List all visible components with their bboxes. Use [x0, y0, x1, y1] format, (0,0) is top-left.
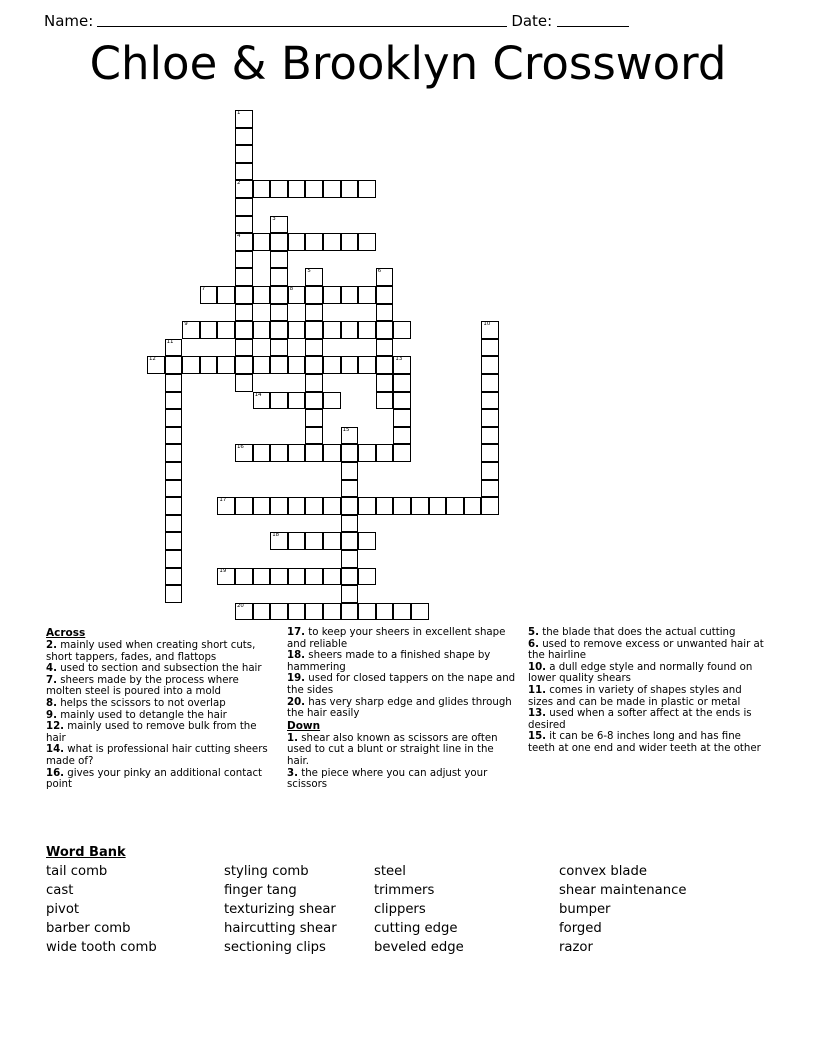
crossword-cell[interactable]	[341, 568, 359, 586]
clues-column-2	[287, 627, 528, 791]
crossword-cell[interactable]	[288, 180, 306, 198]
crossword-cell[interactable]	[235, 568, 253, 586]
crossword-cell[interactable]	[305, 374, 323, 392]
crossword-cell[interactable]	[200, 356, 218, 374]
crossword-cell[interactable]	[323, 233, 341, 251]
crossword-cell[interactable]	[165, 585, 183, 603]
crossword-cell[interactable]	[288, 286, 306, 304]
crossword-cell[interactable]	[270, 321, 288, 339]
crossword-cell[interactable]	[165, 444, 183, 462]
clue-item	[287, 650, 518, 673]
crossword-cell[interactable]	[165, 515, 183, 533]
crossword-cell[interactable]	[270, 251, 288, 269]
crossword-cell[interactable]	[481, 427, 499, 445]
crossword-cell[interactable]	[481, 409, 499, 427]
crossword-cell[interactable]	[165, 356, 183, 374]
crossword-cell[interactable]	[305, 427, 323, 445]
crossword-cell[interactable]	[165, 339, 183, 357]
crossword-cell-number: 16	[237, 444, 244, 451]
clue-item	[46, 721, 277, 744]
crossword-cell[interactable]	[464, 497, 482, 515]
clue-item	[287, 768, 518, 791]
clue-number: 19.	[287, 673, 306, 685]
crossword-cell-number: 11	[166, 338, 174, 345]
crossword-cell[interactable]	[288, 356, 306, 374]
crossword-cell[interactable]	[165, 374, 183, 392]
crossword-cell[interactable]	[165, 550, 183, 568]
crossword-cell[interactable]	[411, 497, 429, 515]
crossword-cell[interactable]	[481, 480, 499, 498]
clue-item	[528, 685, 764, 708]
crossword-cell[interactable]	[341, 585, 359, 603]
crossword-cell[interactable]	[481, 321, 499, 339]
crossword-cell[interactable]	[393, 356, 411, 374]
name-label: Name:	[44, 12, 94, 30]
crossword-cell[interactable]	[481, 497, 499, 515]
crossword-cell[interactable]	[288, 568, 306, 586]
crossword-cell[interactable]	[235, 356, 253, 374]
crossword-cell[interactable]	[253, 568, 271, 586]
crossword-cell[interactable]	[358, 233, 376, 251]
crossword-cell[interactable]	[305, 180, 323, 198]
crossword-cell[interactable]	[305, 603, 323, 621]
crossword-cell[interactable]	[253, 180, 271, 198]
clue-text: helps the scissors to not overlap	[56, 697, 226, 709]
down-clue-list-part2	[528, 627, 764, 755]
crossword-cell[interactable]	[323, 286, 341, 304]
word-bank-list	[46, 862, 786, 957]
crossword-cell[interactable]	[358, 444, 376, 462]
crossword-cell[interactable]	[305, 568, 323, 586]
crossword-cell-number: 15	[342, 426, 350, 433]
word-bank-item: cast	[46, 883, 74, 898]
crossword-cell[interactable]	[217, 321, 235, 339]
crossword-cell[interactable]	[323, 444, 341, 462]
crossword-cell[interactable]	[270, 216, 288, 234]
clue-text: used when a softer affect at the ends is desired	[528, 708, 752, 731]
crossword-cell[interactable]	[235, 180, 253, 198]
crossword-cell[interactable]	[393, 603, 411, 621]
crossword-cell[interactable]	[323, 497, 341, 515]
crossword-cell[interactable]	[341, 321, 359, 339]
crossword-cell[interactable]	[182, 356, 200, 374]
clue-number: 2.	[46, 640, 57, 651]
crossword-cell[interactable]	[288, 497, 306, 515]
clue-item	[46, 698, 277, 710]
crossword-cell[interactable]	[305, 286, 323, 304]
crossword-cell[interactable]	[481, 374, 499, 392]
crossword-cell[interactable]	[165, 532, 183, 550]
crossword-cell[interactable]	[341, 480, 359, 498]
date-blank-line[interactable]	[557, 26, 629, 27]
word-bank-item: trimmers	[374, 883, 435, 898]
crossword-cell[interactable]	[235, 110, 253, 128]
crossword-cell[interactable]	[376, 374, 394, 392]
across-clue-list-part1	[46, 640, 277, 791]
clue-item	[528, 662, 764, 685]
word-bank-item: barber comb	[46, 921, 131, 936]
date-label: Date:	[511, 12, 553, 30]
crossword-cell[interactable]	[235, 497, 253, 515]
crossword-cell[interactable]	[341, 515, 359, 533]
crossword-cell[interactable]	[393, 392, 411, 410]
word-bank-item: beveled edge	[374, 940, 464, 955]
clue-item	[528, 639, 764, 662]
crossword-cell[interactable]	[165, 409, 183, 427]
crossword-cell[interactable]	[393, 321, 411, 339]
clues-column-1	[46, 627, 287, 791]
clue-number: 17.	[287, 627, 306, 638]
word-bank-item: styling comb	[224, 864, 309, 879]
crossword-cell[interactable]	[235, 603, 253, 621]
word-bank-item: tail comb	[46, 864, 108, 879]
crossword-cell[interactable]	[429, 497, 447, 515]
page-title: Chloe & Brooklyn Crossword	[89, 37, 727, 90]
crossword-cell[interactable]	[481, 392, 499, 410]
word-bank-heading: Word Bank	[46, 845, 126, 860]
crossword-cell[interactable]	[358, 497, 376, 515]
word-bank-item: pivot	[46, 902, 80, 917]
crossword-cell[interactable]	[270, 304, 288, 322]
word-bank-item: razor	[559, 940, 593, 955]
crossword-cell[interactable]	[288, 603, 306, 621]
crossword-cell[interactable]	[270, 392, 288, 410]
crossword-cell[interactable]	[270, 180, 288, 198]
crossword-cell[interactable]	[341, 603, 359, 621]
crossword-cell-number: 3	[272, 215, 276, 222]
crossword-cell[interactable]	[270, 532, 288, 550]
clue-number: 15.	[528, 731, 547, 743]
clue-item	[46, 640, 277, 663]
crossword-cell[interactable]	[358, 180, 376, 198]
worksheet-header	[0, 0, 816, 30]
crossword-cell[interactable]	[288, 444, 306, 462]
word-bank-item: forged	[559, 921, 602, 936]
crossword-cell[interactable]	[393, 427, 411, 445]
crossword-cell[interactable]	[305, 321, 323, 339]
clue-text: used to section and subsection the hair	[56, 663, 262, 675]
crossword-cell-number: 18	[272, 532, 280, 539]
crossword-cell[interactable]	[165, 462, 183, 480]
crossword-cell[interactable]	[393, 374, 411, 392]
crossword-cell[interactable]	[393, 444, 411, 462]
clue-text: sheers made to a finished shape by hammering	[287, 650, 491, 673]
word-bank-item: texturizing shear	[224, 902, 336, 917]
word-bank-item: shear maintenance	[559, 883, 687, 898]
crossword-cell[interactable]	[481, 462, 499, 480]
crossword-cell[interactable]	[376, 444, 394, 462]
clue-text: it can be 6-8 inches long and has fine teeth at one end and wider teeth at the other	[528, 731, 761, 754]
crossword-cell[interactable]	[446, 497, 464, 515]
crossword-cell-number: 8	[289, 286, 294, 292]
crossword-cell[interactable]	[481, 356, 499, 374]
crossword-cell[interactable]	[270, 497, 288, 515]
crossword-cell[interactable]	[235, 321, 253, 339]
crossword-cell[interactable]	[235, 198, 253, 216]
crossword-cell-number: 5	[307, 268, 311, 275]
crossword-cell[interactable]	[341, 532, 359, 550]
crossword-cell[interactable]	[235, 251, 253, 269]
crossword-cell[interactable]	[481, 444, 499, 462]
crossword-cell[interactable]	[217, 286, 235, 304]
crossword-cell-number: 9	[184, 321, 188, 328]
clue-text: used to remove excess or unwanted hair at the hairline	[528, 638, 764, 662]
crossword-cell[interactable]	[305, 497, 323, 515]
clue-number: 13.	[528, 708, 547, 720]
crossword-cell[interactable]	[270, 268, 288, 286]
crossword-grid[interactable]	[147, 110, 507, 630]
crossword-cell[interactable]	[253, 233, 271, 251]
crossword-cell[interactable]	[165, 497, 183, 515]
clue-item	[46, 744, 277, 767]
crossword-cell[interactable]	[235, 163, 253, 181]
clue-text: sheers made by the process where molten steel is poured into a mold	[46, 674, 239, 698]
clue-text: a dull edge style and normally found on lower quality shears	[528, 661, 753, 685]
crossword-cell[interactable]	[235, 268, 253, 286]
crossword-cell[interactable]	[323, 532, 341, 550]
crossword-cell[interactable]	[305, 233, 323, 251]
crossword-cell-number: 19	[219, 567, 227, 574]
crossword-cell[interactable]	[341, 180, 359, 198]
crossword-cell[interactable]	[270, 233, 288, 251]
crossword-cell[interactable]	[376, 304, 394, 322]
crossword-cell-number: 2	[237, 180, 241, 187]
crossword-cell[interactable]	[288, 233, 306, 251]
clue-number: 6.	[528, 638, 539, 650]
crossword-cell-number: 12	[149, 356, 156, 363]
crossword-cell[interactable]	[376, 356, 394, 374]
clue-number: 7.	[46, 674, 57, 686]
crossword-cell-number: 6	[377, 268, 382, 275]
crossword-cell[interactable]	[253, 392, 271, 410]
crossword-cell[interactable]	[341, 444, 359, 462]
clue-number: 3.	[287, 767, 298, 779]
clue-text: the blade that does the actual cutting	[538, 627, 736, 638]
crossword-cell[interactable]	[323, 356, 341, 374]
clue-item	[528, 627, 764, 639]
crossword-cell[interactable]	[323, 180, 341, 198]
clue-number: 20.	[287, 696, 306, 708]
clues-section	[46, 627, 774, 791]
word-bank-item: bumper	[559, 902, 611, 917]
crossword-cell[interactable]	[376, 286, 394, 304]
crossword-cell[interactable]	[341, 462, 359, 480]
crossword-cell[interactable]	[358, 568, 376, 586]
crossword-cell[interactable]	[270, 568, 288, 586]
crossword-cell[interactable]	[341, 356, 359, 374]
crossword-cell[interactable]	[235, 233, 253, 251]
crossword-cell[interactable]	[305, 356, 323, 374]
down-heading: Down	[287, 719, 321, 732]
word-bank-item: sectioning clips	[224, 940, 326, 955]
crossword-cell[interactable]	[235, 374, 253, 392]
clue-number: 1.	[287, 732, 298, 744]
crossword-cell[interactable]	[323, 603, 341, 621]
clue-item	[46, 710, 277, 722]
crossword-cell[interactable]	[305, 392, 323, 410]
clue-item	[46, 768, 277, 791]
crossword-cell[interactable]	[147, 356, 165, 374]
crossword-cell[interactable]	[235, 286, 253, 304]
crossword-cell[interactable]	[182, 321, 200, 339]
crossword-cell[interactable]	[393, 497, 411, 515]
crossword-cell[interactable]	[235, 145, 253, 163]
word-bank-item: clippers	[374, 902, 426, 917]
crossword-cell[interactable]	[165, 427, 183, 445]
clue-text: shear also known as scissors are often used to cut a blunt or straight line in the hair.	[287, 732, 498, 767]
crossword-cell[interactable]	[341, 497, 359, 515]
crossword-cell[interactable]	[376, 392, 394, 410]
clue-item	[46, 675, 277, 698]
clue-item	[287, 697, 518, 720]
crossword-cell[interactable]	[358, 532, 376, 550]
crossword-cell[interactable]	[358, 356, 376, 374]
crossword-cell[interactable]	[305, 409, 323, 427]
word-bank-item: finger tang	[224, 883, 297, 898]
word-bank-item: haircutting shear	[224, 921, 337, 936]
word-bank-item: wide tooth comb	[46, 940, 157, 955]
clue-number: 18.	[287, 650, 306, 662]
clue-number: 10.	[528, 661, 547, 673]
crossword-cell[interactable]	[235, 128, 253, 146]
crossword-cell[interactable]	[217, 568, 235, 586]
crossword-cell[interactable]	[288, 392, 306, 410]
crossword-cell-number: 10	[483, 321, 491, 328]
crossword-cell[interactable]	[253, 603, 271, 621]
crossword-cell[interactable]	[411, 603, 429, 621]
crossword-cell[interactable]	[341, 286, 359, 304]
crossword-cell[interactable]	[393, 409, 411, 427]
clue-text: the piece where you can adjust your scissors	[287, 767, 488, 791]
crossword-cell[interactable]	[358, 286, 376, 304]
clue-number: 14.	[46, 744, 65, 756]
clue-number: 12.	[46, 721, 65, 733]
crossword-cell[interactable]	[165, 392, 183, 410]
clue-text: what is professional hair cutting sheers made of?	[46, 744, 268, 767]
crossword-cell[interactable]	[253, 321, 271, 339]
crossword-cell[interactable]	[376, 497, 394, 515]
crossword-cell[interactable]	[270, 356, 288, 374]
crossword-cell[interactable]	[358, 321, 376, 339]
clue-text: to keep your sheers in excellent shape and reliable	[287, 627, 506, 650]
crossword-cell[interactable]	[200, 286, 218, 304]
crossword-cell[interactable]	[376, 321, 394, 339]
crossword-cell[interactable]	[323, 392, 341, 410]
crossword-cell[interactable]	[376, 603, 394, 621]
crossword-cell[interactable]	[270, 444, 288, 462]
crossword-cell-number: 17	[219, 497, 227, 504]
crossword-cell[interactable]	[253, 444, 271, 462]
crossword-cell[interactable]	[305, 339, 323, 357]
clue-number: 11.	[528, 684, 547, 696]
crossword-cell[interactable]	[165, 568, 183, 586]
clue-number: 5.	[528, 627, 539, 638]
name-blank-line[interactable]	[97, 26, 507, 27]
crossword-cell[interactable]	[341, 233, 359, 251]
crossword-cell-number: 4	[237, 233, 241, 240]
clue-text: mainly used to remove bulk from the hair	[46, 721, 257, 744]
clue-item	[287, 673, 518, 696]
crossword-cell-number: 1	[237, 110, 241, 116]
crossword-cell[interactable]	[200, 321, 218, 339]
crossword-cell[interactable]	[270, 603, 288, 621]
crossword-cell[interactable]	[253, 286, 271, 304]
across-heading: Across	[46, 627, 86, 639]
word-bank-item: convex blade	[559, 864, 647, 879]
clue-number: 9.	[46, 709, 57, 721]
clues-column-3	[528, 627, 774, 791]
crossword-cell[interactable]	[341, 550, 359, 568]
crossword-cell[interactable]	[323, 321, 341, 339]
clue-number: 4.	[46, 663, 57, 675]
clue-item	[46, 663, 277, 675]
crossword-cell[interactable]	[270, 339, 288, 357]
crossword-cell[interactable]	[217, 497, 235, 515]
crossword-cell[interactable]	[305, 532, 323, 550]
clue-text: gives your pinky an additional contact point	[46, 767, 263, 791]
clue-number: 8.	[46, 697, 57, 709]
crossword-cell[interactable]	[323, 568, 341, 586]
crossword-cell[interactable]	[288, 321, 306, 339]
crossword-cell[interactable]	[376, 339, 394, 357]
crossword-cell-number: 14	[254, 391, 262, 398]
crossword-cell[interactable]	[481, 339, 499, 357]
crossword-cell-number: 13	[395, 356, 403, 363]
clue-item	[528, 731, 764, 754]
crossword-cell[interactable]	[235, 304, 253, 322]
crossword-cell[interactable]	[305, 444, 323, 462]
crossword-cell[interactable]	[217, 356, 235, 374]
crossword-cell-number: 20	[237, 602, 244, 609]
crossword-cell[interactable]	[270, 286, 288, 304]
clue-item	[528, 708, 764, 731]
clue-item	[287, 733, 518, 768]
clue-number: 16.	[46, 767, 65, 779]
crossword-cell[interactable]	[358, 603, 376, 621]
crossword-cell[interactable]	[253, 497, 271, 515]
crossword-cell[interactable]	[341, 427, 359, 445]
crossword-cell[interactable]	[165, 480, 183, 498]
crossword-cell[interactable]	[253, 356, 271, 374]
crossword-cell[interactable]	[235, 444, 253, 462]
crossword-cell[interactable]	[376, 268, 394, 286]
crossword-cell[interactable]	[288, 532, 306, 550]
clue-text: mainly used to detangle the hair	[56, 709, 227, 721]
clue-text: comes in variety of shapes styles and sizes and can be made in plastic or metal	[528, 684, 742, 708]
crossword-cell[interactable]	[235, 339, 253, 357]
crossword-cell[interactable]	[305, 268, 323, 286]
crossword-cell[interactable]	[305, 304, 323, 322]
across-clue-list-part2	[287, 627, 518, 720]
clue-text: mainly used when creating short cuts, short tappers, fades, and flattops	[46, 640, 256, 663]
crossword-cell-number: 7	[201, 286, 206, 292]
down-clue-list-part1	[287, 733, 518, 791]
clue-text: used for closed tappers on the nape and the sides	[287, 673, 516, 696]
word-bank-item: cutting edge	[374, 921, 458, 936]
crossword-cell[interactable]	[235, 216, 253, 234]
word-bank-item: steel	[374, 864, 406, 879]
clue-text: has very sharp edge and glides through the hair easily	[287, 696, 512, 720]
clue-item	[287, 627, 518, 650]
